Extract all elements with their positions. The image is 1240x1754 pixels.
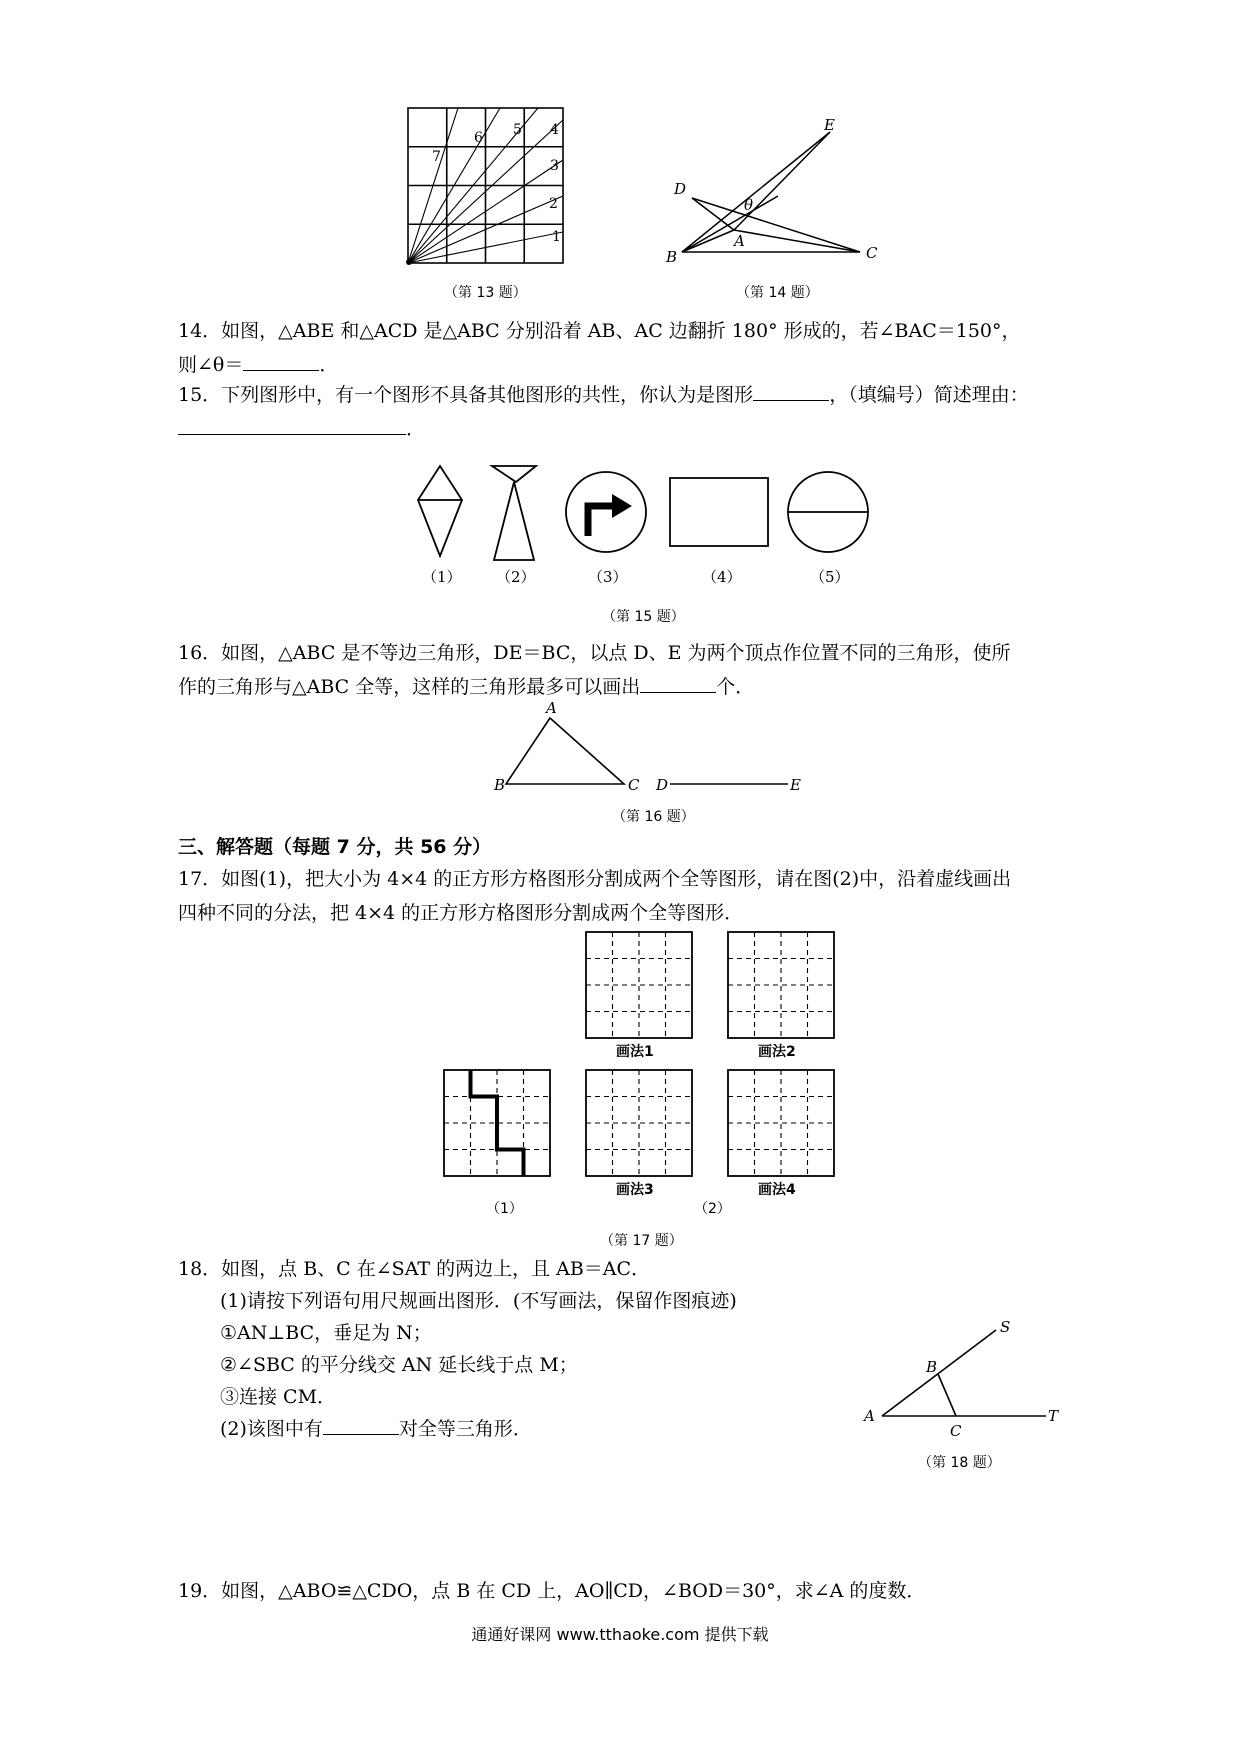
fig15-label-4: （4） (702, 568, 742, 586)
fig13-num-3: 3 (550, 158, 559, 174)
fig18-label-A: A (864, 1407, 875, 1425)
q14-line2 (178, 348, 338, 382)
q17-line1: 17．如图(1)，把大小为 4×4 的正方形方格图形分割成两个全等图形，请在图(2)中，沿着虚线画出 (178, 868, 1012, 890)
fig15-label-5: （5） (810, 568, 850, 586)
fig13-num-6: 6 (474, 130, 483, 146)
fig13-num-1: 1 (552, 229, 561, 245)
caption-q14: （第 14 题） (736, 285, 819, 301)
fig16-label-C: C (628, 776, 640, 794)
figure-16 (490, 700, 810, 800)
q16-line2-pre: 作的三角形与△ABC 全等，这样的三角形最多可以画出 (178, 676, 641, 698)
q15-line1-pre: 15．下列图形中，有一个图形不具备其他图形的共性，你认为是图形 (178, 384, 754, 406)
fig16-label-A: A (546, 699, 557, 717)
q15-reason-blank[interactable] (178, 416, 406, 435)
figure-13 (400, 104, 570, 264)
fig16-label-D: D (656, 776, 669, 794)
q18-step2: ②∠SBC 的平分线交 AN 延长线于点 M； (220, 1354, 578, 1376)
q16-line2 (178, 670, 754, 704)
fig14-label-E: E (824, 116, 835, 134)
fig18-label-B: B (926, 1358, 938, 1376)
figure-15 (400, 460, 900, 610)
caption-q16: （第 16 题） (612, 809, 695, 825)
fig14-label-A: A (734, 232, 745, 250)
fig15-label-3: （3） (588, 568, 628, 586)
fig13-num-2: 2 (549, 196, 558, 212)
q16-line2-post: 个． (716, 676, 755, 698)
q18-part1: (1)请按下列语句用尺规画出图形．(不写画法，保留作图痕迹) (220, 1290, 737, 1312)
q15-line2-post: ． (406, 418, 426, 440)
q18-part2-pre: (2)该图中有 (220, 1418, 323, 1440)
fig14-label-D: D (674, 180, 687, 198)
caption-q13: （第 13 题） (444, 285, 527, 301)
fig15-label-2: （2） (496, 568, 536, 586)
q18-part2-post: 对全等三角形． (398, 1418, 532, 1440)
fig18-label-C: C (950, 1422, 962, 1440)
q17-line2: 四种不同的分法，把 4×4 的正方形方格图形分割成两个全等图形． (178, 902, 744, 924)
caption-q17: （第 17 题） (600, 1233, 683, 1249)
q14-line2-post: ． (319, 354, 339, 376)
q15-line1 (178, 378, 1029, 412)
section3-heading: 三、解答题（每题 7 分，共 56 分） (178, 836, 492, 858)
q17-method-label-4: 画法4 (758, 1182, 796, 1198)
fig15-label-1: （1） (422, 568, 462, 586)
fig13-num-5: 5 (513, 122, 522, 138)
fig16-label-B: B (494, 776, 506, 794)
fig18-label-S: S (1000, 1318, 1011, 1336)
fig13-num-4: 4 (550, 122, 559, 138)
q18-part2 (220, 1412, 532, 1446)
q18-line1: 18．如图，点 B、C 在∠SAT 的两边上，且 AB＝AC． (178, 1258, 651, 1280)
q17-fig1-label: （1） (486, 1201, 523, 1217)
q14-line2-pre: 则∠θ＝ (178, 354, 244, 376)
figure-18 (860, 1290, 1060, 1450)
caption-q15: （第 15 题） (602, 609, 685, 625)
q18-step3: ③连接 CM． (220, 1386, 337, 1408)
q17-method-label-1: 画法1 (616, 1044, 654, 1060)
q18-step1: ①AN⊥BC，垂足为 N； (220, 1322, 432, 1344)
q19-line1: 19．如图，△ABO≌△CDO，点 B 在 CD 上，AO∥CD，∠BOD＝30°，求∠A 的度数． (178, 1580, 926, 1602)
page-footer: 通通好课网 www.tthaoke.com 提供下载 (471, 1625, 769, 1644)
q16-answer-blank[interactable] (640, 674, 716, 693)
q14-line1: 14．如图，△ABE 和△ACD 是△ABC 分别沿着 AB、AC 边翻折 180° 形成的，若∠BAC＝150°， (178, 320, 1021, 342)
fig16-label-E: E (790, 776, 801, 794)
q16-line1: 16．如图，△ABC 是不等边三角形，DE＝BC，以点 D、E 为两个顶点作位置不同的三角形，使所 (178, 642, 1011, 664)
q17-method-label-2: 画法2 (758, 1044, 796, 1060)
figure-14 (660, 118, 900, 268)
fig17-split-line (444, 1070, 554, 1180)
q14-answer-blank[interactable] (243, 352, 319, 371)
caption-q18: （第 18 题） (918, 1455, 1001, 1471)
q17-fig2-label: （2） (694, 1201, 731, 1217)
q17-method-label-3: 画法3 (616, 1182, 654, 1198)
fig14-label-B: B (666, 248, 678, 266)
q15-line2 (178, 412, 425, 446)
fig18-label-T: T (1048, 1407, 1059, 1425)
fig14-label-C: C (866, 244, 878, 262)
q15-line1-post: ，（填编号）简述理由： (829, 384, 1029, 406)
fig14-label-theta: θ (744, 196, 754, 214)
q15-answer-blank[interactable] (753, 382, 829, 401)
q18-answer-blank[interactable] (323, 1416, 399, 1435)
fig13-num-7: 7 (432, 149, 441, 165)
